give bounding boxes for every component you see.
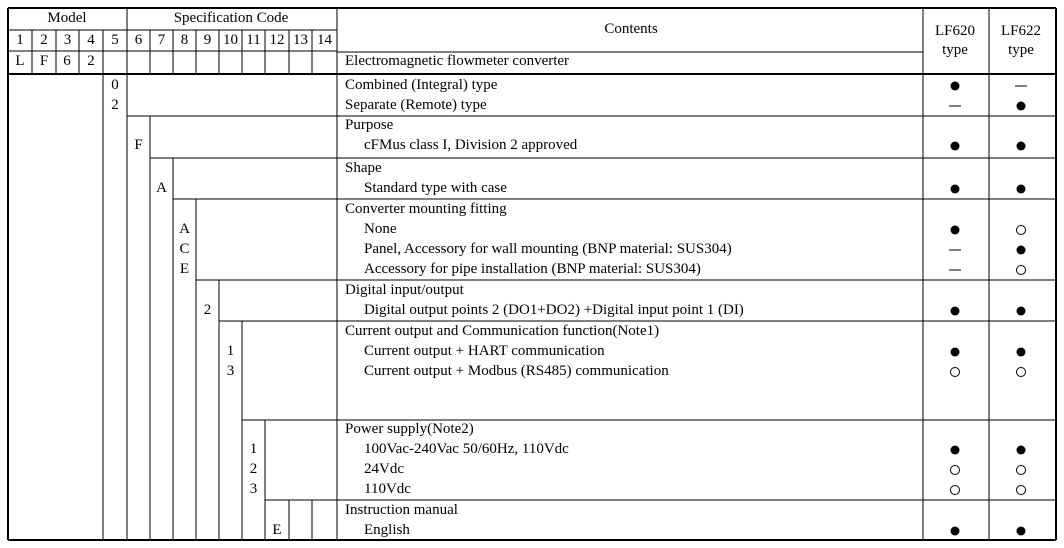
spec-code-value: C xyxy=(179,241,190,257)
option-text: 100Vac-240Vac 50/60Hz, 110Vdc xyxy=(364,441,569,457)
option-text: 110Vdc xyxy=(364,481,411,497)
model-letter: 6 xyxy=(63,53,71,69)
section-heading: Converter mounting fitting xyxy=(345,201,507,217)
open-circle-icon xyxy=(950,465,960,475)
filled-circle-icon xyxy=(1017,527,1026,536)
dash-icon xyxy=(949,270,961,271)
open-circle-icon xyxy=(950,485,960,495)
digit-label: 3 xyxy=(63,32,72,48)
option-text: Current output + HART communication xyxy=(364,343,605,359)
open-circle-icon xyxy=(1016,225,1026,235)
filled-circle-icon xyxy=(1017,246,1026,255)
section-heading: Current output and Communication function(Note1) xyxy=(345,323,660,339)
spec-code-value: 1 xyxy=(226,343,235,359)
filled-circle-icon xyxy=(951,446,960,455)
dash-icon xyxy=(949,250,961,251)
section-heading: Purpose xyxy=(345,117,394,133)
option-text: English xyxy=(364,522,410,538)
option-text: Accessory for pipe installation (BNP material: SUS304) xyxy=(364,261,701,277)
option-text: cFMus class I, Division 2 approved xyxy=(364,137,578,153)
model-letter: L xyxy=(15,53,25,69)
spec-code-value: A xyxy=(156,180,167,196)
digit-label: 13 xyxy=(293,32,308,48)
section-heading: Power supply(Note2) xyxy=(345,421,474,437)
section-heading: Digital input/output xyxy=(345,282,464,298)
filled-circle-icon xyxy=(951,226,960,235)
digit-label: 14 xyxy=(317,32,332,48)
digit-label: 4 xyxy=(87,32,95,48)
model-row-content: Electromagnetic flowmeter converter xyxy=(345,53,570,69)
spec-code-value: F xyxy=(134,137,143,153)
spec-code-header: Specification Code xyxy=(173,10,289,26)
contents-header: Contents xyxy=(604,21,658,37)
section-heading: Shape xyxy=(345,160,382,176)
dash-icon xyxy=(1015,86,1027,87)
spec-code-value: 2 xyxy=(249,461,258,477)
spec-code-value: A xyxy=(179,221,190,237)
option-text: 24Vdc xyxy=(364,461,404,477)
lf622-header-line1: LF622 xyxy=(1000,23,1042,39)
filled-circle-icon xyxy=(951,348,960,357)
digit-label: 1 xyxy=(16,32,24,48)
spec-code-value: 3 xyxy=(249,481,258,497)
option-text: Panel, Accessory for wall mounting (BNP material: SUS304) xyxy=(364,241,732,257)
open-circle-icon xyxy=(1016,485,1026,495)
filled-circle-icon xyxy=(1017,446,1026,455)
digit-label: 8 xyxy=(180,32,189,48)
open-circle-icon xyxy=(1016,265,1026,275)
filled-circle-icon xyxy=(1017,348,1026,357)
section-heading: Instruction manual xyxy=(345,502,458,518)
filled-circle-icon xyxy=(951,142,960,151)
filled-circle-icon xyxy=(1017,102,1026,111)
filled-circle-icon xyxy=(1017,185,1026,194)
open-circle-icon xyxy=(1016,367,1026,377)
spec-code-value: 3 xyxy=(226,363,235,379)
model-header: Model xyxy=(47,10,87,26)
lf620-header-line1: LF620 xyxy=(934,23,976,39)
spec-code-value: 0 xyxy=(111,77,119,93)
section-heading: Separate (Remote) type xyxy=(345,97,487,113)
section-heading: Combined (Integral) type xyxy=(345,77,498,93)
option-text: Current output + Modbus (RS485) communication xyxy=(364,363,669,379)
model-letter: F xyxy=(39,53,49,69)
filled-circle-icon xyxy=(951,527,960,536)
open-circle-icon xyxy=(950,367,960,377)
spec-code-value: 1 xyxy=(249,441,258,457)
spec-code-value: E xyxy=(179,261,190,277)
digit-label: 5 xyxy=(111,32,119,48)
digit-label: 10 xyxy=(223,32,238,48)
digit-label: 6 xyxy=(134,32,143,48)
spec-code-value: E xyxy=(272,522,282,538)
spec-code-value: 2 xyxy=(203,302,212,318)
option-text: Digital output points 2 (DO1+DO2) +Digital input point 1 (DI) xyxy=(364,302,744,318)
option-text: Standard type with case xyxy=(364,180,507,196)
filled-circle-icon xyxy=(1017,142,1026,151)
lf620-header-line2: type xyxy=(942,42,968,58)
open-circle-icon xyxy=(1016,465,1026,475)
model-letter: 2 xyxy=(87,53,95,69)
option-text: None xyxy=(364,221,397,237)
lf622-header-line2: type xyxy=(1008,42,1034,58)
filled-circle-icon xyxy=(951,307,960,316)
spec-code-value: 2 xyxy=(111,97,119,113)
digit-label: 12 xyxy=(269,32,285,48)
digit-label: 7 xyxy=(157,32,166,48)
digit-label: 2 xyxy=(40,32,48,48)
dash-icon xyxy=(949,106,961,107)
filled-circle-icon xyxy=(951,82,960,91)
digit-label: 9 xyxy=(203,32,212,48)
filled-circle-icon xyxy=(1017,307,1026,316)
filled-circle-icon xyxy=(951,185,960,194)
digit-label: 11 xyxy=(246,32,261,48)
